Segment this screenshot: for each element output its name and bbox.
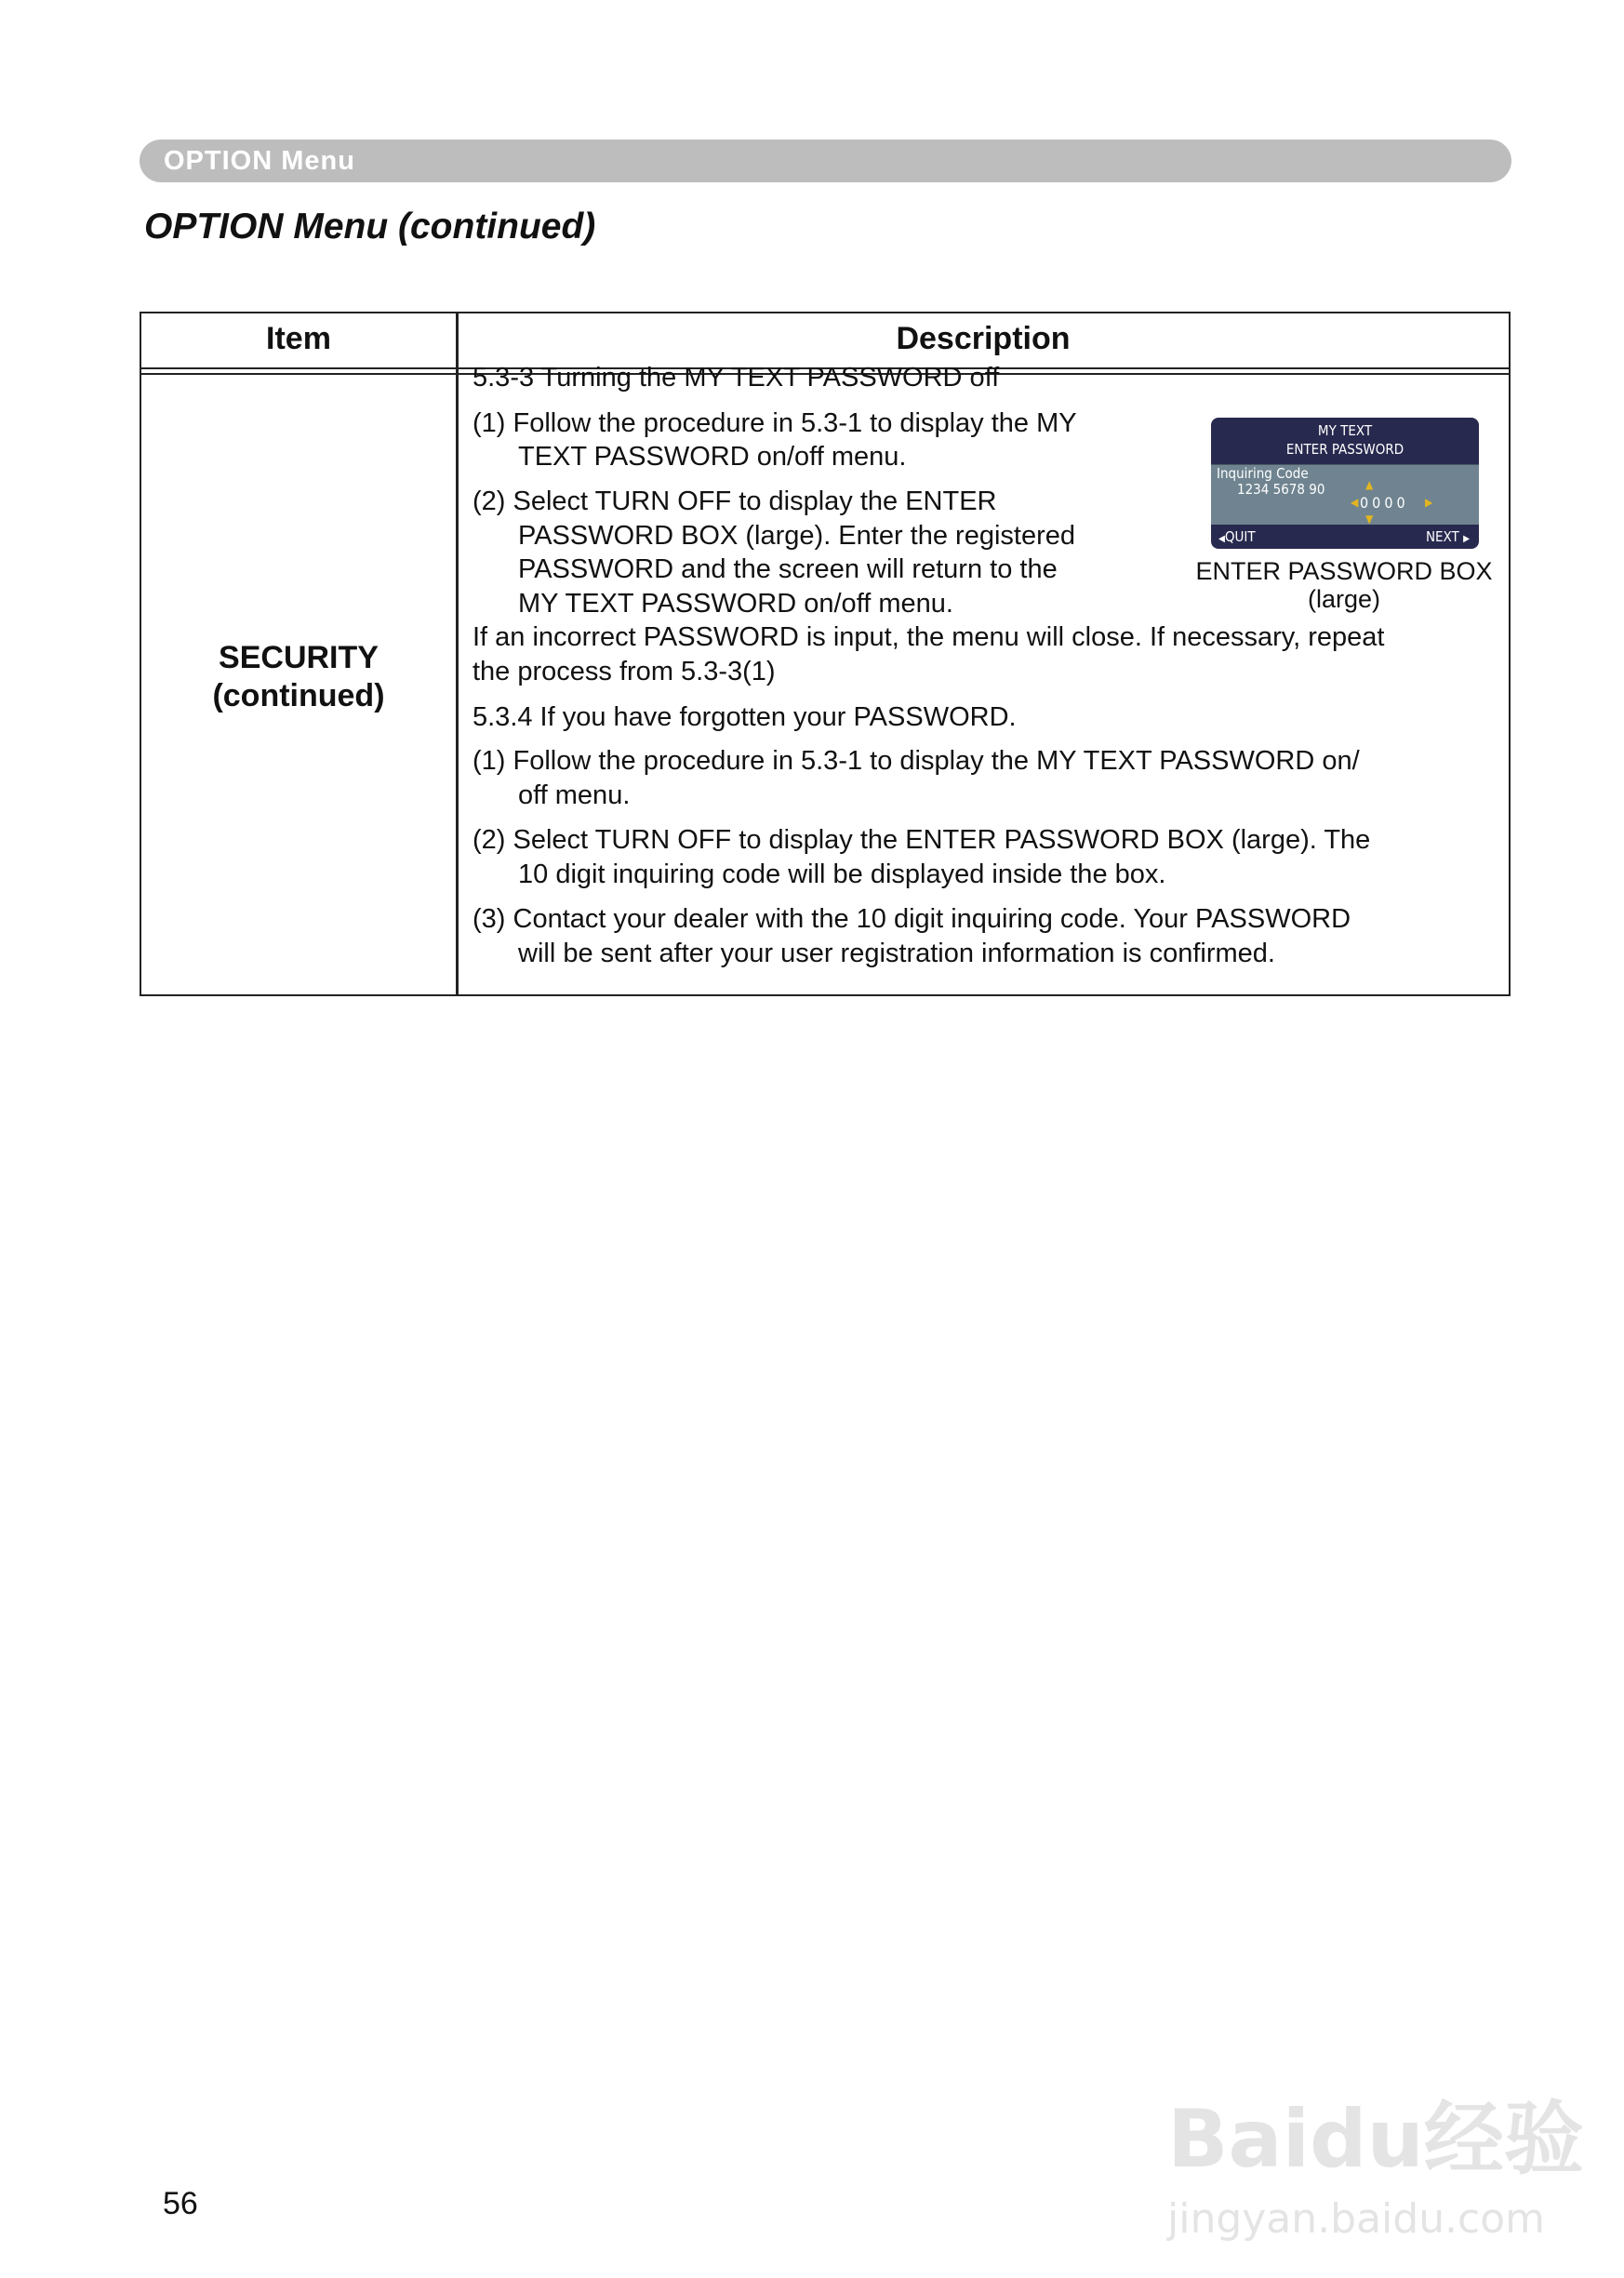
watermark-logo: Baidu经验 [1167, 2093, 1584, 2186]
triangle-left-icon: ◀ [1218, 534, 1225, 544]
description-line: (2) Select TURN OFF to display the ENTER PASSWORD BOX (large). The [473, 825, 1371, 855]
watermark-url: jingyan.baidu.com [1167, 2195, 1546, 2243]
description-line: MY TEXT PASSWORD on/off menu. [518, 589, 953, 619]
column-header-item: Item [266, 321, 331, 356]
next-label [1426, 525, 1470, 549]
osd-body [1211, 464, 1479, 525]
description-line: off menu. [518, 780, 631, 810]
page-title: OPTION Menu (continued) [144, 206, 596, 246]
description-line: the process from 5.3-3(1) [473, 657, 776, 686]
osd-subtitle: ENTER PASSWORD [1285, 441, 1404, 458]
description-line: PASSWORD and the screen will return to the [518, 554, 1058, 584]
enter-password-box-image [1211, 418, 1479, 549]
description-line: TEXT PASSWORD on/off menu. [518, 442, 907, 472]
arrow-up-icon: ▲ [1365, 478, 1374, 491]
next-text: NEXT [1425, 528, 1459, 545]
item-cell [141, 639, 456, 715]
arrow-right-icon: ▶ [1425, 496, 1433, 509]
description-line: will be sent after your user registration information is confirmed. [518, 939, 1275, 968]
osd-footer [1211, 525, 1479, 549]
description-line: (3) Contact your dealer with the 10 digit inquiring code. Your PASSWORD [473, 904, 1351, 934]
triangle-right-icon: ▶ [1463, 534, 1470, 544]
quit-text: QUIT [1224, 528, 1256, 545]
column-divider [456, 313, 459, 994]
description-line: (2) Select TURN OFF to display the ENTER [473, 486, 997, 516]
osd-header [1211, 418, 1479, 462]
password-digits: 0000 [1360, 494, 1409, 512]
inquiring-code-value: 1234 5678 90 [1237, 481, 1325, 498]
description-line: PASSWORD BOX (large). Enter the registered [518, 521, 1076, 551]
description-line: (1) Follow the procedure in 5.3-1 to display the MY TEXT PASSWORD on/ [473, 746, 1360, 776]
description-line: (1) Follow the procedure in 5.3-1 to display the MY [473, 408, 1077, 438]
arrow-down-icon: ▼ [1365, 513, 1374, 526]
description-line: 5.3.4 If you have forgotten your PASSWORD. [473, 702, 1017, 732]
quit-label [1218, 525, 1256, 549]
banner-label: OPTION Menu [164, 146, 355, 176]
image-caption: ENTER PASSWORD BOX [1195, 557, 1493, 585]
column-header-description: Description [896, 321, 1071, 356]
item-line: SECURITY [219, 640, 379, 675]
section-banner [140, 140, 1511, 182]
osd-title: MY TEXT [1317, 422, 1373, 439]
inquiring-code-label: Inquiring Code [1217, 465, 1309, 482]
arrow-left-icon: ◀ [1351, 496, 1359, 509]
item-line: (continued) [212, 678, 385, 713]
page-number: 56 [163, 2186, 198, 2221]
description-line: 5.3-3 Turning the MY TEXT PASSWORD off [473, 363, 1000, 393]
description-line: If an incorrect PASSWORD is input, the menu will close. If necessary, repeat [473, 622, 1385, 652]
image-caption-sub: (large) [1307, 585, 1381, 613]
description-line: 10 digit inquiring code will be displayed inside the box. [518, 859, 1166, 889]
